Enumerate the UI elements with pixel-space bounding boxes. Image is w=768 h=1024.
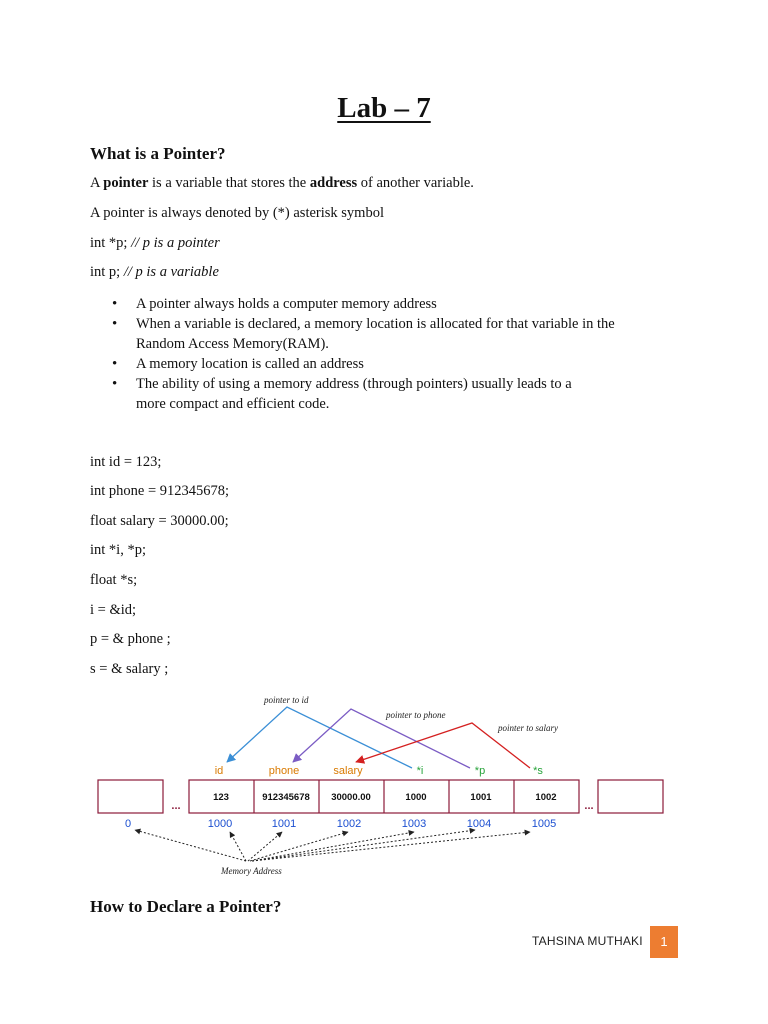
page-title — [0, 92, 768, 125]
code-line: i = &id; — [90, 602, 137, 618]
code-line: int phone = 912345678; — [90, 483, 230, 499]
def-bold-address: address — [309, 175, 358, 191]
cell-value-salary: 30000.00 — [331, 792, 371, 803]
var-name-phone: phone — [268, 765, 300, 777]
var-name-i: *i — [416, 765, 424, 777]
def-text: A — [90, 175, 104, 191]
cell-value-p: 1001 — [470, 792, 492, 803]
code-line: int id = 123; — [90, 454, 162, 470]
memory-address-label: Memory Address — [221, 866, 282, 876]
cell-value-phone: 912345678 — [262, 792, 310, 803]
code-line: float salary = 30000.00; — [90, 513, 229, 529]
section-heading-declare-pointer: How to Declare a Pointer? — [90, 897, 282, 916]
page-number: 1 — [650, 926, 678, 958]
address-1002: 1002 — [336, 818, 362, 830]
pointer-definition — [90, 175, 474, 192]
bullet-text: When a variable is declared, a memory location is allocated for that variable in the — [136, 316, 615, 332]
address-1005: 1005 — [531, 818, 557, 830]
example-code: int *p; — [90, 235, 132, 251]
bullet-item — [112, 354, 672, 374]
code-line: p = & phone ; — [90, 631, 171, 647]
cell-value-s: 1002 — [535, 792, 557, 803]
bullet-item — [112, 294, 672, 314]
def-text: is a variable that stores the — [148, 175, 310, 191]
footer-author: TAHSINA MUTHAKI — [532, 934, 643, 948]
bullet-text: A memory location is called an address — [136, 356, 364, 372]
var-name-p: *p — [474, 765, 486, 777]
cell-value-i: 1000 — [405, 792, 427, 803]
code-line: float *s; — [90, 572, 138, 588]
def-text: of another variable. — [357, 175, 474, 191]
asterisk-line: A pointer is always denoted by (*) asterisk symbol — [90, 205, 384, 221]
title-text: Lab – 7 — [337, 92, 431, 124]
cell-value-id: 123 — [213, 792, 229, 803]
var-name-s: *s — [533, 765, 543, 777]
example-code: int p; — [90, 264, 124, 280]
bullet-item — [112, 314, 672, 354]
bullet-text: The ability of using a memory address (through pointers) usually leads to a — [136, 376, 572, 392]
pointer-label-id: pointer to id — [264, 695, 309, 705]
def-bold-pointer: pointer — [103, 175, 149, 191]
example-comment: // p is a pointer — [131, 235, 220, 251]
code-line: int *i, *p; — [90, 542, 146, 558]
bullet-text-continued: more compact and efficient code. — [136, 396, 330, 412]
memory-cell — [598, 780, 663, 813]
example-variable — [90, 264, 219, 281]
bullet-text-continued: Random Access Memory(RAM). — [136, 336, 329, 352]
address-1003: 1003 — [401, 818, 427, 830]
memory-cell — [98, 780, 163, 813]
example-comment: // p is a variable — [123, 264, 219, 280]
pointer-label-salary: pointer to salary — [498, 723, 558, 733]
address-1001: 1001 — [271, 818, 297, 830]
address-1004: 1004 — [466, 818, 492, 830]
address-1000: 1000 — [207, 818, 233, 830]
memory-diagram — [90, 688, 675, 883]
ellipsis-left: ... — [171, 800, 181, 812]
section-heading-what-is-pointer: What is a Pointer? — [90, 144, 226, 163]
pointer-label-phone: pointer to phone — [386, 710, 446, 720]
code-line: s = & salary ; — [90, 661, 169, 677]
ellipsis-right: ... — [584, 800, 594, 812]
bullet-item — [112, 374, 672, 414]
address-0: 0 — [124, 818, 132, 830]
var-name-salary: salary — [333, 765, 363, 777]
bullet-list — [112, 294, 672, 414]
var-name-id: id — [214, 765, 224, 777]
bullet-text: A pointer always holds a computer memory address — [136, 296, 437, 312]
example-pointer — [90, 235, 220, 252]
